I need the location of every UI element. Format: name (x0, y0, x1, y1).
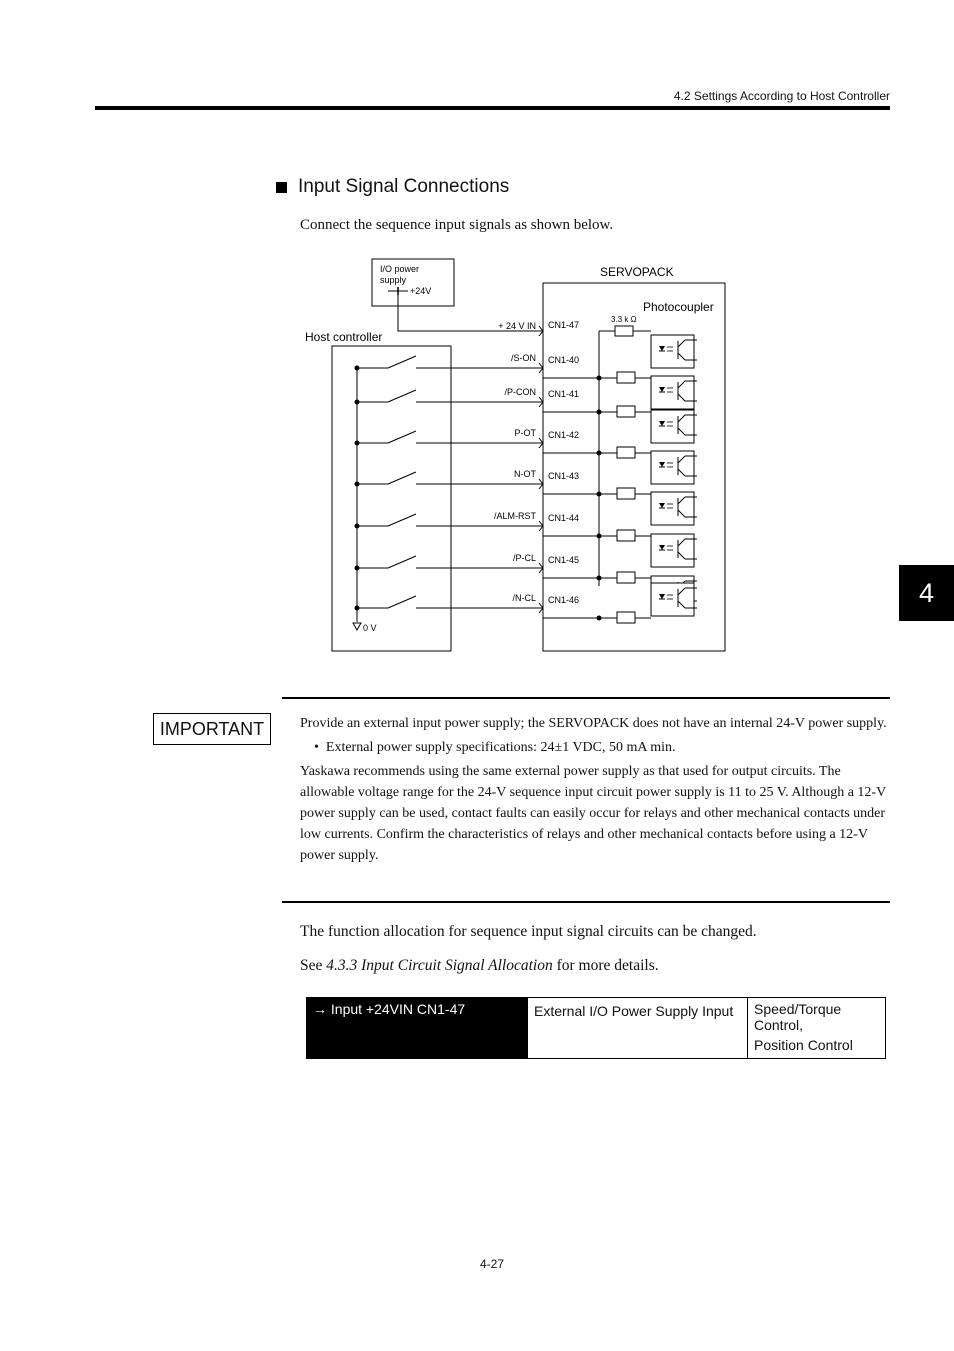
resistor-icon (617, 612, 635, 623)
see-reference-link: 4.3.3 Input Circuit Signal Allocation (326, 957, 553, 974)
resistor-icon (617, 572, 635, 583)
important-bullet: • External power supply specifications: 24±1 VDC, 50 mA min. (314, 740, 676, 755)
input-signal-label: /N-CL (512, 593, 536, 603)
signal-modes-cell (748, 998, 886, 1059)
switch-icon (388, 514, 416, 526)
signal-modes-line2: Position Control (754, 1037, 853, 1053)
important-rule-top (282, 697, 890, 699)
input-pin-label: CN1-46 (548, 595, 580, 605)
running-header: 4.2 Settings According to Host Controller (673, 89, 890, 103)
signal-name: Input +24VIN CN1-47 (330, 1001, 466, 1017)
important-body (300, 713, 892, 866)
signal-modes-line1: Speed/Torque Control, (754, 1001, 842, 1033)
ground-icon (353, 623, 361, 630)
input-pin-label: CN1-44 (548, 513, 580, 523)
resistor-icon (617, 530, 635, 541)
servopack-label: SERVOPACK (600, 265, 674, 279)
input-pin-label: CN1-45 (548, 555, 580, 565)
important-para-1: Provide an external input power supply; the SERVOPACK does not have an internal 24-V power supply. (300, 716, 887, 731)
signal-name-cell (307, 998, 528, 1059)
input-signal-label: /P-CL (512, 553, 536, 563)
resistor-icon (617, 406, 635, 417)
photocoupler-label: Photocoupler (643, 300, 714, 314)
switch-icon (388, 356, 416, 368)
chapter-tab: 4 (899, 565, 954, 621)
signal-table (306, 997, 886, 1059)
input-signal-label: /S-ON (510, 353, 536, 363)
arrow-icon: → (313, 1001, 327, 1017)
io-power-supply-label-line2: supply (380, 275, 407, 285)
input-pin-label: CN1-41 (548, 389, 580, 399)
important-label: IMPORTANT (153, 713, 271, 745)
power-pin-label: CN1-47 (548, 320, 580, 330)
table-row (307, 998, 886, 1059)
input-signal-label: N-OT (514, 469, 536, 479)
io-power-supply-label-line1: I/O power (380, 264, 420, 274)
important-para-2: Yaskawa recommends using the same external power supply as that used for output circuits. The allowable voltage range for the 24-V sequence input circuit power supply is 11 to 25 V. Although a 12-V power supply can be used, contact faults can easily occur for relays and other mechanical contacts under low currents. Confirm the characteristics of relays and other mechanical contacts before using a 12-V power supply. (300, 764, 886, 863)
input-signal-label: P-OT (514, 428, 536, 438)
page-number: 4-27 (480, 1257, 505, 1271)
input-pin-label: CN1-43 (548, 471, 580, 481)
important-bullet-text: External power supply specifications: 24±1 VDC, 50 mA min. (325, 740, 676, 755)
switch-icon (388, 472, 416, 484)
resistor-icon (617, 372, 635, 383)
signal-description: External I/O Power Supply Input (528, 998, 748, 1059)
resistor-icon (617, 488, 635, 499)
input-signal-label: /ALM-RST (493, 511, 536, 521)
power-signal-label: + 24 V IN (498, 321, 536, 331)
host-controller-box (332, 346, 451, 651)
see-prefix: See (300, 957, 327, 974)
input-pin-label: CN1-40 (548, 355, 580, 365)
see-reference-text (300, 957, 659, 975)
input-signal-label: /P-CON (504, 387, 536, 397)
switch-icon (388, 556, 416, 568)
switch-icon (388, 390, 416, 402)
plus24v-label: +24V (410, 286, 432, 296)
switch-icon (388, 431, 416, 443)
important-rule-bottom (282, 901, 890, 903)
zero-v-label: 0 V (363, 623, 377, 633)
resistor-icon (617, 447, 635, 458)
host-controller-label: Host controller (305, 330, 383, 344)
intro-text: Connect the sequence input signals as shown below. (300, 217, 614, 233)
see-suffix: for more details. (552, 957, 659, 974)
resistor-icon (615, 326, 633, 336)
switch-icon (388, 596, 416, 608)
section-heading-text: Input Signal Connections (298, 176, 510, 197)
function-allocation-text: The function allocation for sequence input signal circuits can be changed. (300, 923, 757, 940)
resistor-value-label: 3.3 k Ω (611, 315, 637, 324)
input-pin-label: CN1-42 (548, 430, 580, 440)
